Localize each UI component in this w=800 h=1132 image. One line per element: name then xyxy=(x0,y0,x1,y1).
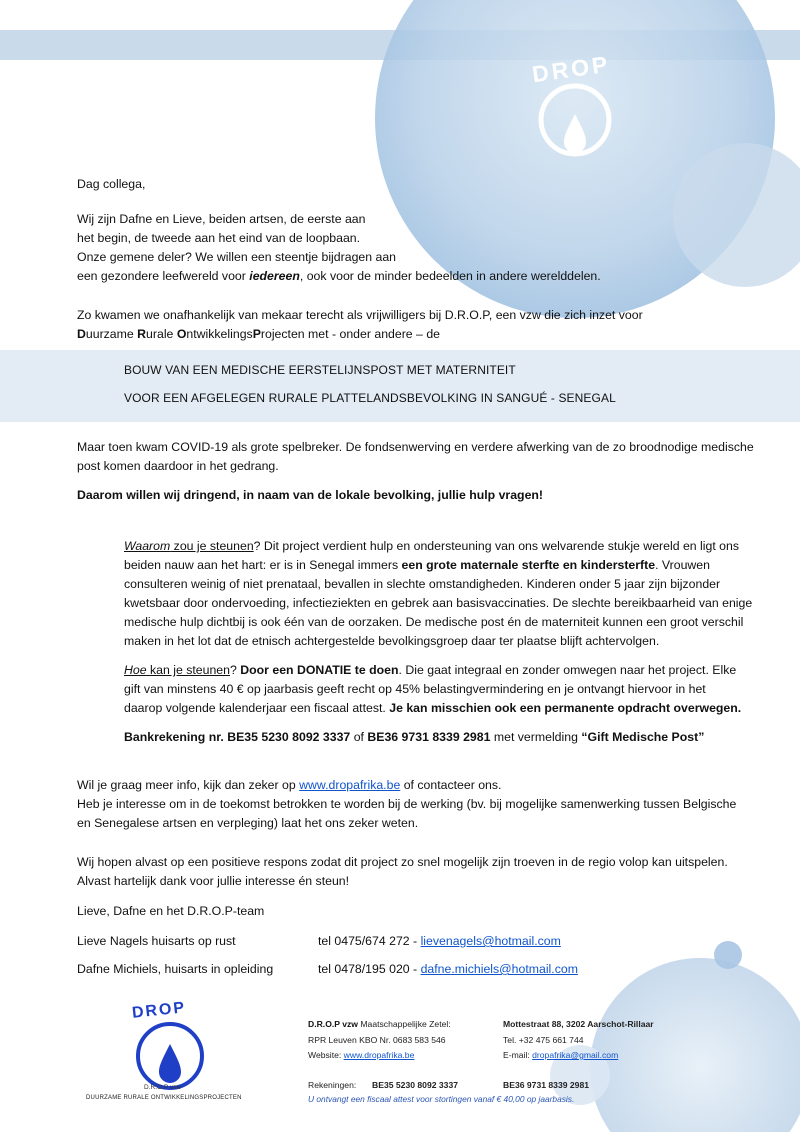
footer-rpr: RPR Leuven KBO Nr. 0683 583 546 xyxy=(308,1035,446,1045)
footer-address: Mottestraat 88, 3202 Aarschot-Rillaar xyxy=(503,1019,654,1029)
bank-account-line: Bankrekening nr. BE35 5230 8092 3337 of BE36 9731 8339 2981 met vermelding “Gift Medische Post” xyxy=(124,730,705,744)
why-line: kwetsbaar door ondervoeding, infectieziekten en gebrek aan basisvaccinaties. De slechte bereikbaarheid van enige xyxy=(124,596,753,610)
email-link[interactable]: lievenagels@hotmail.com xyxy=(420,934,561,948)
footer-website-link[interactable]: www.dropafrika.be xyxy=(343,1050,415,1060)
drop-logo-footer xyxy=(86,999,242,1110)
how-line: Hoe kan je steunen? Door een DONATIE te doen. Die gaat integraal en zonder omwegen naar het project. Elke xyxy=(124,663,737,677)
interest-line: en Senegalese artsen en verpleging) laat het ons zeker weten. xyxy=(77,816,419,830)
covid-line: post komen daardoor in het gedrang. xyxy=(77,459,279,473)
footer-website: Website: www.dropafrika.be xyxy=(308,1050,415,1060)
intro-line: een gezondere leefwereld voor iedereen, ook voor de minder bedeelden in andere werelddelen. xyxy=(77,269,601,283)
contact-name: Lieve Nagels huisarts op rust xyxy=(77,934,236,948)
why-line: beiden nauw aan het hart: er is in Senegal immers een grote maternale sterfte en kindersterfte. Vrouwen xyxy=(124,558,710,572)
drop-intro-line: Zo kwamen we onafhankelijk van mekaar terecht als vrijwilligers bij D.R.O.P, een vzw die zich inzet voor xyxy=(77,308,643,322)
drop-logo-footer-sub: D.R.O.P vzw xyxy=(144,1084,182,1091)
hope-line: Alvast hartelijk dank voor jullie interesse én steun! xyxy=(77,874,350,888)
why-line: Waarom zou je steunen? Dit project verdient hulp en ondersteuning van ons welvarende stukje wereld en ligt ons xyxy=(124,539,740,553)
footer-circle-small xyxy=(714,941,742,969)
why-line: medische hulp dichtbij is ook één van de oorzaken. De medische post én de materniteit kunnen een groot verschil xyxy=(124,615,744,629)
footer-circle-large xyxy=(590,958,800,1132)
drop-logo-footer-icon xyxy=(130,1018,210,1094)
emphasis-everyone: iedereen xyxy=(249,269,300,283)
footer-email-link[interactable]: dropafrika@gmail.com xyxy=(532,1050,619,1060)
intro-line: Onze gemene deler? We willen een steentje bijdragen aan xyxy=(77,250,397,264)
salutation: Dag collega, xyxy=(77,177,146,191)
how-line: gift van minstens 40 € op jaarbasis geeft recht op 45% belastingvermindering en je ontvangt hiervoor in het xyxy=(124,682,706,696)
project-banner-line: VOOR EEN AFGELEGEN RURALE PLATTELANDSBEVOLKING IN SANGUÉ - SENEGAL xyxy=(124,391,616,405)
footer-account-2: BE36 9731 8339 2981 xyxy=(503,1080,590,1090)
contact-details: tel 0475/674 272 - lievenagels@hotmail.com xyxy=(318,934,561,948)
website-link[interactable]: www.dropafrika.be xyxy=(299,778,401,792)
drop-logo-header xyxy=(520,52,630,172)
how-line: daarop volgende kalenderjaar een fiscaal attest. Je kan misschien ook een permanente opdracht overwegen. xyxy=(124,701,742,715)
email-link[interactable]: dafne.michiels@hotmail.com xyxy=(420,962,578,976)
info-line: Wil je graag meer info, kijk dan zeker op www.dropafrika.be of contacteer ons. xyxy=(77,778,502,792)
footer-accounts: Rekeningen: xyxy=(308,1080,357,1090)
covid-line: Maar toen kwam COVID-19 als grote spelbreker. De fondsenwerving en verdere afwerking van de zo broodnodige medische xyxy=(77,440,754,454)
closing: Lieve, Dafne en het D.R.O.P-team xyxy=(77,904,265,918)
project-banner xyxy=(0,350,800,422)
plea: Daarom willen wij dringend, in naam van de lokale bevolking, jullie hulp vragen! xyxy=(77,488,544,502)
why-line: consulteren weinig of niet prenataal, bevallen in slechte omstandigheden. Kinderen onder 5 jaar zijn bijzonder xyxy=(124,577,721,591)
footer-org: D.R.O.P vzw Maatschappelijke Zetel: xyxy=(308,1019,451,1029)
interest-line: Heb je interesse om in de toekomst betrokken te worden bij de werking (bv. bij mogelijke samenwerking tussen Belgische xyxy=(77,797,737,811)
hope-line: Wij hopen alvast op een positieve respons zodat dit project zo snel mogelijk zijn troeven in de regio volop kan uitspelen. xyxy=(77,855,728,869)
footer-fiscal-note: U ontvangt een fiscaal attest voor stortingen vanaf € 40,00 op jaarbasis. xyxy=(308,1094,575,1104)
footer-email: E-mail: dropafrika@gmail.com xyxy=(503,1050,619,1060)
drop-logo-text: DROP xyxy=(530,50,612,88)
intro-line: het begin, de tweede aan het eind van de loopbaan. xyxy=(77,231,361,245)
how-question: Hoe xyxy=(124,663,147,677)
footer-tel: Tel. +32 475 661 744 xyxy=(503,1035,584,1045)
footer-account-1: BE35 5230 8092 3337 xyxy=(372,1080,459,1090)
project-banner-line: BOUW VAN EEN MEDISCHE EERSTELIJNSPOST MET MATERNITEIT xyxy=(124,363,516,377)
contact-details: tel 0478/195 020 - dafne.michiels@hotmail.com xyxy=(318,962,578,976)
why-line: maken in het lot dat de etnisch achtergestelde bevolkingsgroep daar ter plaatse blijft achtervolgen. xyxy=(124,634,660,648)
contact-name: Dafne Michiels, huisarts in opleiding xyxy=(77,962,274,976)
why-question: Waarom xyxy=(124,539,171,553)
drop-logo-footer-text: DROP xyxy=(131,999,187,1022)
intro-line: Wij zijn Dafne en Lieve, beiden artsen, de eerste aan xyxy=(77,212,366,226)
drop-acronym-line: Duurzame Rurale OntwikkelingsProjecten met - onder andere – de xyxy=(77,327,440,341)
drop-logo-footer-tagline: DUURZAME RURALE ONTWIKKELINGSPROJECTEN xyxy=(86,1095,242,1101)
